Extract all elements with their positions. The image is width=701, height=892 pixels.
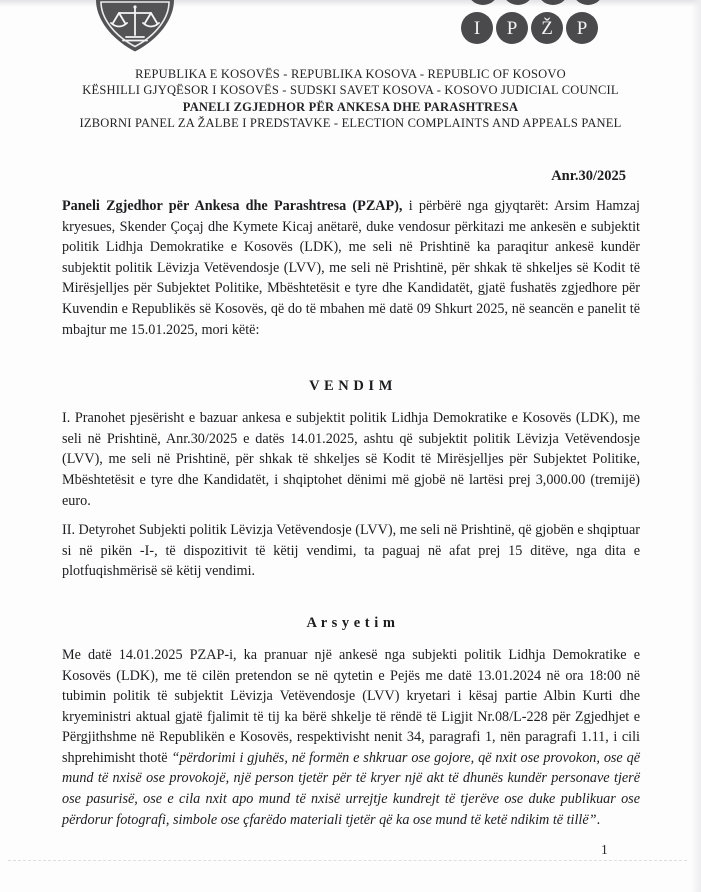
pzap-circle-clipped: [537, 0, 569, 5]
ipzp-circle-p1: [496, 12, 528, 44]
ipzp-circle-p2: [566, 12, 598, 44]
scales-of-justice-icon: [95, 0, 175, 53]
circle-letter: P: [506, 17, 518, 39]
pzap-circle-clipped: [502, 0, 534, 5]
circle-letter: I: [473, 17, 481, 39]
letterhead: [30, 66, 671, 131]
intro-body-text: i përbërë nga gjyqtarët: Arsim Hamzaj kryesues, Skender Çoçaj dhe Kymete Kicaj anëtarë, duke vendosur përkitazi me ankesën e subjektit politik Lidhja Demokratike e Kosovës (LDK), me seli në Prishtinë ka paraqitur ankesë kundër subjektit politik Lëvizja Vetëvendosje (LVV), me seli në Prishtinë, për shkak të shkeljes së Kodit të Mirësjelljes për Subjektet Politike, Mbështetësit e tyre dhe Kandidatët, gjatë fushatës zgjedhore për Kuvendin e Republikës së Kosovës, që do të mbahen më datë 09 Shkurt 2025, në seancën e panelit të mbajtur me 15.01.2025, mori këtë:: [62, 198, 640, 338]
letterhead-line-council: KËSHILLI GJYQËSOR I KOSOVËS - SUDSKI SAVET KOSOVA - KOSOVO JUDICIAL COUNCIL: [82, 83, 619, 97]
ipzp-circle-z: [531, 12, 563, 44]
circle-letter: Ž: [541, 17, 553, 39]
letterhead-line-republic: REPUBLIKA E KOSOVËS - REPUBLIKA KOSOVA - REPUBLIC OF KOSOVO: [135, 67, 566, 81]
circle-letter: P: [576, 17, 588, 39]
reasoning-heading: A r s y e t i m: [306, 614, 396, 631]
judicial-council-shield-icon: [95, 0, 175, 53]
intro-lead-bold: Paneli Zgjedhor për Ankesa dhe Parashtresa (PZAP),: [62, 198, 403, 214]
pzap-circles-row-clipped: [467, 0, 604, 5]
letterhead-line-panel-sq: PANELI ZGJEDHOR PËR ANKESA DHE PARASHTRESA: [182, 100, 519, 114]
case-number: Anr.30/2025: [551, 168, 626, 184]
scan-right-edge: [691, 0, 701, 892]
decision-point-1: I. Pranohet pjesërisht e bazuar ankesa e subjektit politik Lidhja Demokratike e Kosovës (LDK), me seli në Prishtinë, Anr.30/2025 e datës 14.01.2025, ashtu që subjektit politik Lëvizja Vetëvendosje (LVV), me seli në Prishtinë, për shkak të shkeljes së Kodit të Mirësjelljes për Subjektet Politike, Mbështetësit e tyre dhe Kandidatët, i shqiptohet dënimi më gjobë në lartësi prej 3,000.00 (tremijë) euro.: [62, 410, 640, 509]
decision-point-2: II. Detyrohet Subjekti politik Lëvizja Vetëvendosje (LVV), me seli në Prishtinë, që gjobën e shqiptuar si në pikën -I-, të dispozitivit të këtij vendimi, ta paguaj në afat prej 15 ditëve, nga dita e plotfuqishmërisë së këtij vendimi.: [62, 522, 641, 580]
ipzp-circles-row: [461, 12, 598, 44]
reasoning-paragraph: [62, 645, 640, 830]
pzap-circle-clipped: [467, 0, 499, 5]
scan-artifact-line: [8, 860, 687, 861]
reasoning-body-text: Me datë 14.01.2025 PZAP-i, ka pranuar një ankesë nga subjekti politik Lidhja Demokratike e Kosovës (LDK), me të cilën pretendon se në qytetin e Pejës me datë 13.01.2024 në ora 18:00 në tubimin politik të subjektit Lëvizja Vetëvendosje (LVV) kryetari i kësaj partie Albin Kurti dhe kryeministri aktual gjatë fjalimit të tij ka bërë shkelje të rëndë të Ligjit Nr.08/L-228 për Zgjedhjet e Përgjithshme në Republikën e Kosovës, respektivisht nenit 34, paragrafi 1, nën paragrafi 1.11, i cili shprehimisht thotë: [62, 646, 640, 766]
page-number: 1: [601, 842, 608, 857]
pzap-circle-clipped: [572, 0, 604, 5]
letterhead-line-panel-en: IZBORNI PANEL ZA ŽALBE I PREDSTAVKE - ELECTION COMPLAINTS AND APPEALS PANEL: [79, 116, 622, 130]
ipzp-circle-i: [461, 12, 493, 44]
decision-heading: V E N D I M: [309, 378, 393, 395]
intro-paragraph: [62, 196, 640, 340]
reasoning-legal-quote: “përdorimi i gjuhës, në formën e shkruar ose gojore, që nxit ose provokon, ose që mund të nxisë ose provokojë, një person tjetër për të kryer një akt të dhunës kundër personave tjerë ose pasurisë, ose e cila nxit apo mund të nxisë urrejtje kundrejt të tjerëve ose duke publikuar ose përdorur fotografi, simbole ose çfarëdo materiali tjetër që ka ose mund të ketë ndikim të tillë”: [62, 749, 641, 828]
document-body: [62, 168, 640, 830]
reasoning-quote-period: .: [596, 811, 601, 828]
